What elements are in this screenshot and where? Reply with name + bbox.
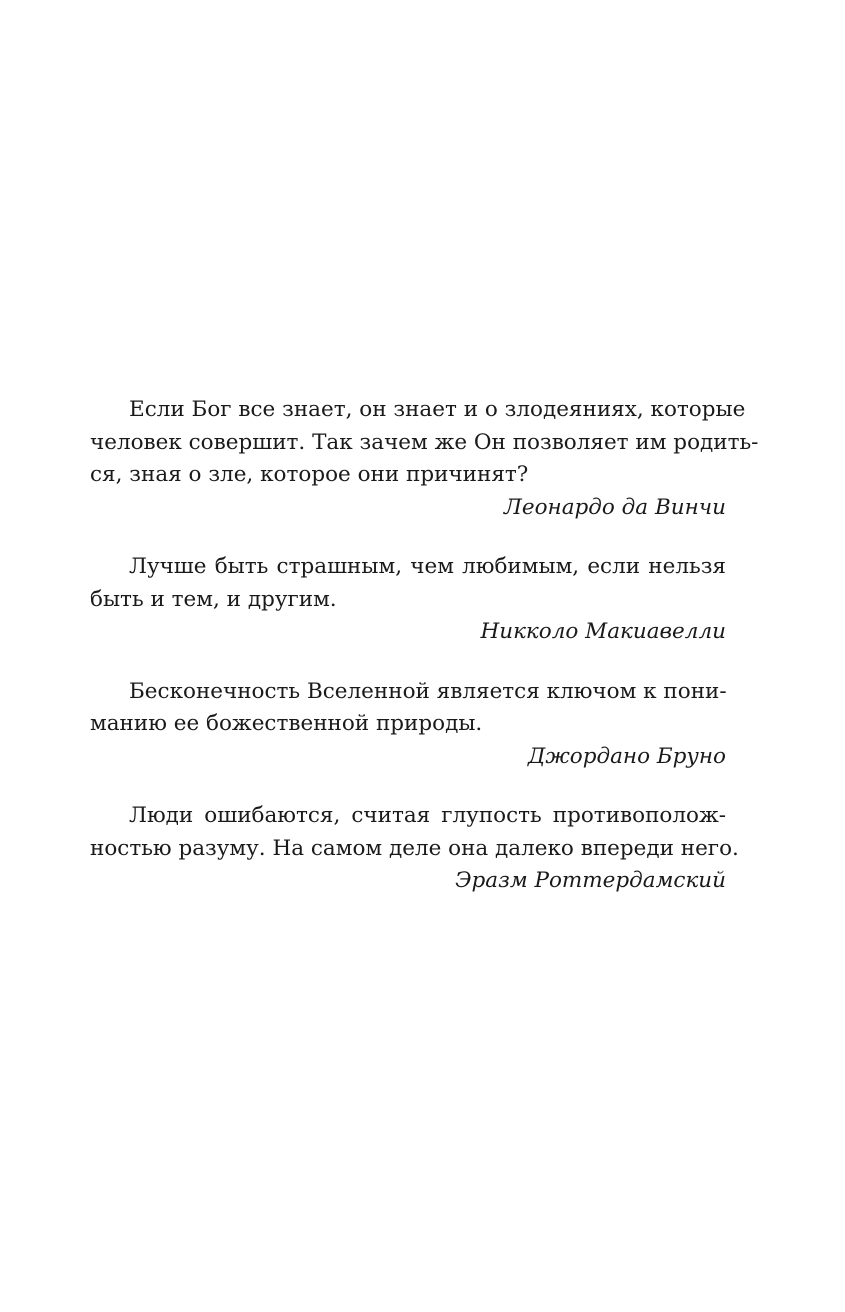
quote-line: быть и тем, и другим. (90, 586, 337, 612)
quote-line: ся, зная о зле, которое они причинят? (90, 462, 529, 487)
quote-author: Никколо Макиавелли (480, 619, 726, 644)
epigraph-1 (90, 394, 759, 524)
quote-line: Лучше быть страшным, чем любимым, если нельзя (129, 554, 726, 579)
quote-line: Люди ошибаются, считая глупость противополож- (129, 803, 726, 828)
quote-line: Если Бог все знает, он знает и о злодеяниях, которые (129, 397, 746, 422)
quote-line: ностью разуму. На самом деле она далеко впереди него. (90, 835, 739, 861)
quote-line: Бесконечность Вселенной является ключом к пони- (129, 678, 727, 704)
epigraph-4 (90, 800, 739, 898)
quote-line: манию ее божественной природы. (90, 711, 483, 736)
quote-author: Эразм Роттердамский (455, 868, 726, 893)
epigraph-2 (90, 551, 726, 649)
epigraph-3 (90, 676, 726, 774)
quote-line: человек совершит. Так зачем же Он позволяет им родить- (90, 429, 759, 455)
quote-author: Джордано Бруно (527, 743, 726, 769)
quote-author: Леонардо да Винчи (503, 494, 726, 520)
epigraph-page (90, 394, 759, 925)
